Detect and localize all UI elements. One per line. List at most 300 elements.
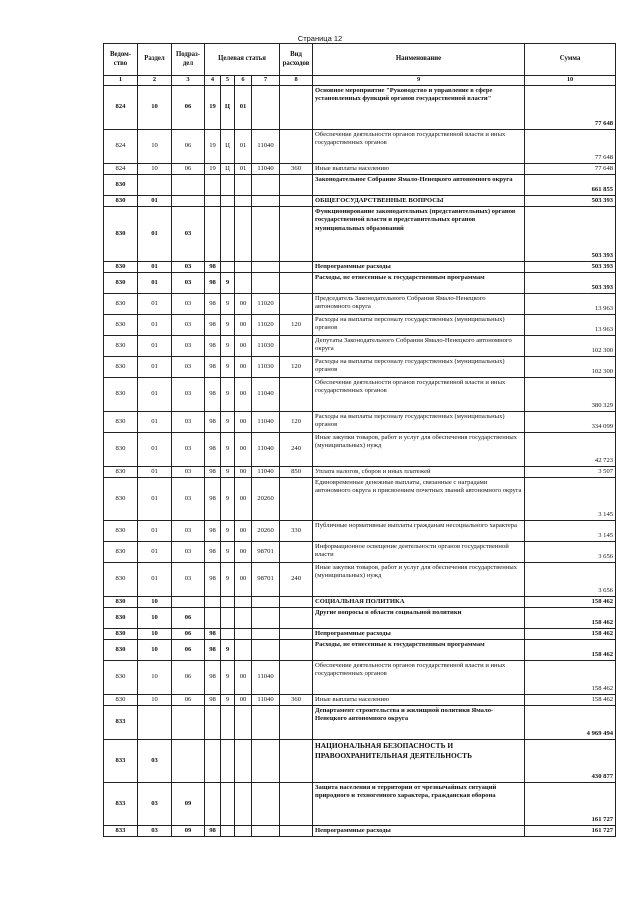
table-row xyxy=(104,608,616,629)
razdel-cell: 10 xyxy=(138,86,172,130)
cs2-cell xyxy=(221,783,235,826)
table-row xyxy=(104,826,616,837)
cs3-cell: 00 xyxy=(235,563,252,597)
vedomstvo-cell: 830 xyxy=(104,597,138,608)
razdel-cell: 03 xyxy=(138,740,172,783)
cs2-cell: 9 xyxy=(221,640,235,661)
cs2-cell xyxy=(221,629,235,640)
vid-rashodov-cell xyxy=(280,706,313,740)
podrazdel-cell: 06 xyxy=(172,640,205,661)
summa-cell: 42 723 xyxy=(525,433,616,467)
podrazdel-cell: 03 xyxy=(172,521,205,542)
cs2-cell xyxy=(221,207,235,262)
naimenovanie-cell: Расходы на выплаты персоналу государственных (муниципальных) органов xyxy=(313,357,525,378)
cs2-cell xyxy=(221,608,235,629)
naimenovanie-cell: Расходы на выплаты персоналу государственных (муниципальных) органов xyxy=(313,315,525,336)
cs1-cell: 98 xyxy=(205,412,221,433)
summa-cell: 102 300 xyxy=(525,336,616,357)
cs1-cell: 98 xyxy=(205,661,221,695)
podrazdel-cell: 06 xyxy=(172,130,205,164)
table-row xyxy=(104,294,616,315)
podrazdel-cell: 03 xyxy=(172,563,205,597)
cs2-cell xyxy=(221,262,235,273)
cs2-cell xyxy=(221,597,235,608)
vid-rashodov-cell: 120 xyxy=(280,315,313,336)
podrazdel-cell: 03 xyxy=(172,412,205,433)
cs1-cell: 19 xyxy=(205,164,221,175)
summa-cell: 661 855 xyxy=(525,175,616,196)
cs4-cell xyxy=(252,740,280,783)
vid-rashodov-cell xyxy=(280,294,313,315)
vedomstvo-cell: 830 xyxy=(104,608,138,629)
vedomstvo-cell: 833 xyxy=(104,740,138,783)
podrazdel-cell: 06 xyxy=(172,629,205,640)
cs3-cell: 00 xyxy=(235,315,252,336)
podrazdel-cell: 03 xyxy=(172,315,205,336)
cs4-cell xyxy=(252,629,280,640)
column-number-2: 2 xyxy=(138,76,172,86)
cs2-cell: Ц xyxy=(221,130,235,164)
naimenovanie-cell: Защита населения и территории от чрезвычайных ситуаций природного и техногенного характера, гражданская оборона xyxy=(313,783,525,826)
table-row xyxy=(104,412,616,433)
cs4-cell: 11040 xyxy=(252,130,280,164)
summa-cell: 3 507 xyxy=(525,467,616,478)
razdel-cell: 01 xyxy=(138,433,172,467)
cs3-cell: 00 xyxy=(235,378,252,412)
vid-rashodov-cell xyxy=(280,661,313,695)
cs2-cell: Ц xyxy=(221,86,235,130)
cs4-cell xyxy=(252,640,280,661)
naimenovanie-cell: Обеспечение деятельности органов государственной власти и иных государственных органов xyxy=(313,130,525,164)
naimenovanie-cell: Иные закупки товаров, работ и услуг для обеспечения государственных (муниципальных) нужд xyxy=(313,563,525,597)
cs1-cell: 98 xyxy=(205,315,221,336)
razdel-cell: 01 xyxy=(138,357,172,378)
col-header-vedomstvo: Ведом- ство xyxy=(104,44,138,76)
cs1-cell: 98 xyxy=(205,336,221,357)
table-row xyxy=(104,357,616,378)
summa-cell: 158 462 xyxy=(525,695,616,706)
cs3-cell xyxy=(235,196,252,207)
summa-cell: 102 300 xyxy=(525,357,616,378)
cs4-cell: 20260 xyxy=(252,478,280,521)
cs2-cell: 9 xyxy=(221,521,235,542)
podrazdel-cell: 03 xyxy=(172,294,205,315)
column-number-8: 8 xyxy=(280,76,313,86)
vid-rashodov-cell xyxy=(280,542,313,563)
col-header-podrazdel: Подраз- дел xyxy=(172,44,205,76)
podrazdel-cell: 03 xyxy=(172,207,205,262)
vid-rashodov-cell xyxy=(280,86,313,130)
vedomstvo-cell: 830 xyxy=(104,521,138,542)
vedomstvo-cell: 830 xyxy=(104,433,138,467)
cs1-cell xyxy=(205,175,221,196)
cs3-cell: 00 xyxy=(235,521,252,542)
col-header-summa: Сумма xyxy=(525,44,616,76)
cs3-cell xyxy=(235,629,252,640)
vid-rashodov-cell: 360 xyxy=(280,695,313,706)
cs2-cell xyxy=(221,706,235,740)
cs4-cell xyxy=(252,262,280,273)
table-body xyxy=(104,86,616,837)
razdel-cell: 01 xyxy=(138,336,172,357)
column-number-1: 1 xyxy=(104,76,138,86)
vid-rashodov-cell: 120 xyxy=(280,357,313,378)
cs1-cell: 98 xyxy=(205,640,221,661)
vid-rashodov-cell xyxy=(280,608,313,629)
table-row xyxy=(104,695,616,706)
vedomstvo-cell: 833 xyxy=(104,706,138,740)
podrazdel-cell: 09 xyxy=(172,783,205,826)
table-row xyxy=(104,563,616,597)
cs1-cell: 98 xyxy=(205,378,221,412)
table-row xyxy=(104,783,616,826)
cs4-cell: 20260 xyxy=(252,521,280,542)
table-row xyxy=(104,273,616,294)
naimenovanie-cell: Единовременные денежные выплаты, связанные с наградами автономного округа и присвоением почетных званий автономного округа xyxy=(313,478,525,521)
razdel-cell: 01 xyxy=(138,196,172,207)
summa-cell: 158 462 xyxy=(525,608,616,629)
cs1-cell xyxy=(205,740,221,783)
cs4-cell: 11040 xyxy=(252,164,280,175)
cs2-cell: 9 xyxy=(221,433,235,467)
vedomstvo-cell: 830 xyxy=(104,207,138,262)
cs2-cell xyxy=(221,826,235,837)
summa-cell: 430 877 xyxy=(525,740,616,783)
podrazdel-cell: 03 xyxy=(172,467,205,478)
naimenovanie-cell: Расходы, не отнесенные к государственным программам xyxy=(313,273,525,294)
cs4-cell: 11040 xyxy=(252,378,280,412)
podrazdel-cell xyxy=(172,196,205,207)
table-row xyxy=(104,629,616,640)
razdel-cell xyxy=(138,175,172,196)
vedomstvo-cell: 830 xyxy=(104,695,138,706)
cs1-cell xyxy=(205,207,221,262)
cs1-cell xyxy=(205,608,221,629)
naimenovanie-cell: Непрограммные расходы xyxy=(313,262,525,273)
podrazdel-cell: 03 xyxy=(172,357,205,378)
table-row xyxy=(104,196,616,207)
cs2-cell: 9 xyxy=(221,336,235,357)
cs2-cell: 9 xyxy=(221,273,235,294)
podrazdel-cell: 06 xyxy=(172,86,205,130)
vid-rashodov-cell xyxy=(280,597,313,608)
cs4-cell: 98701 xyxy=(252,542,280,563)
vedomstvo-cell: 830 xyxy=(104,315,138,336)
cs1-cell xyxy=(205,196,221,207)
summa-cell: 158 462 xyxy=(525,629,616,640)
naimenovanie-cell: Основное мероприятие "Руководство и управление в сфере установленных функций органов государственной власти" xyxy=(313,86,525,130)
cs2-cell: Ц xyxy=(221,164,235,175)
cs2-cell xyxy=(221,740,235,783)
table-row xyxy=(104,175,616,196)
summa-cell: 503 393 xyxy=(525,196,616,207)
vedomstvo-cell: 833 xyxy=(104,826,138,837)
vedomstvo-cell: 830 xyxy=(104,563,138,597)
podrazdel-cell: 06 xyxy=(172,695,205,706)
cs2-cell: 9 xyxy=(221,542,235,563)
vedomstvo-cell: 830 xyxy=(104,412,138,433)
cs3-cell: 00 xyxy=(235,661,252,695)
naimenovanie-cell: НАЦИОНАЛЬНАЯ БЕЗОПАСНОСТЬ И ПРАВООХРАНИТЕЛЬНАЯ ДЕЯТЕЛЬНОСТЬ xyxy=(313,740,525,783)
vedomstvo-cell: 830 xyxy=(104,378,138,412)
vid-rashodov-cell: 240 xyxy=(280,563,313,597)
cs1-cell xyxy=(205,783,221,826)
razdel-cell: 01 xyxy=(138,294,172,315)
cs1-cell: 98 xyxy=(205,357,221,378)
naimenovanie-cell: СОЦИАЛЬНАЯ ПОЛИТИКА xyxy=(313,597,525,608)
cs3-cell: 00 xyxy=(235,478,252,521)
cs4-cell xyxy=(252,608,280,629)
naimenovanie-cell: Публичные нормативные выплаты гражданам несоциального характера xyxy=(313,521,525,542)
podrazdel-cell: 03 xyxy=(172,542,205,563)
vedomstvo-cell: 833 xyxy=(104,783,138,826)
vedomstvo-cell: 830 xyxy=(104,357,138,378)
vid-rashodov-cell xyxy=(280,336,313,357)
summa-cell: 158 462 xyxy=(525,661,616,695)
naimenovanie-cell: Иные закупки товаров, работ и услуг для обеспечения государственных (муниципальных) нужд xyxy=(313,433,525,467)
naimenovanie-cell: Председатель Законодательного Собрания Ямало-Ненецкого автономного округа xyxy=(313,294,525,315)
razdel-cell xyxy=(138,706,172,740)
cs2-cell: 9 xyxy=(221,315,235,336)
cs3-cell xyxy=(235,207,252,262)
vedomstvo-cell: 830 xyxy=(104,336,138,357)
razdel-cell: 10 xyxy=(138,164,172,175)
table-row xyxy=(104,130,616,164)
razdel-cell: 10 xyxy=(138,695,172,706)
podrazdel-cell: 06 xyxy=(172,608,205,629)
vid-rashodov-cell xyxy=(280,640,313,661)
cs4-cell: 11030 xyxy=(252,357,280,378)
budget-table xyxy=(103,43,616,837)
cs4-cell: 11040 xyxy=(252,467,280,478)
vedomstvo-cell: 824 xyxy=(104,164,138,175)
vedomstvo-cell: 830 xyxy=(104,294,138,315)
table-row xyxy=(104,640,616,661)
cs3-cell: 00 xyxy=(235,542,252,563)
cs3-cell xyxy=(235,826,252,837)
cs2-cell: 9 xyxy=(221,412,235,433)
col-header-celevaya-statya: Целевая статья xyxy=(205,44,280,76)
razdel-cell: 01 xyxy=(138,273,172,294)
cs3-cell xyxy=(235,706,252,740)
table-row xyxy=(104,262,616,273)
summa-cell: 3 656 xyxy=(525,542,616,563)
naimenovanie-cell: Расходы на выплаты персоналу государственных (муниципальных) органов xyxy=(313,412,525,433)
vedomstvo-cell: 830 xyxy=(104,467,138,478)
summa-cell: 161 727 xyxy=(525,826,616,837)
cs4-cell: 11040 xyxy=(252,412,280,433)
razdel-cell: 10 xyxy=(138,629,172,640)
cs3-cell xyxy=(235,597,252,608)
cs1-cell: 98 xyxy=(205,695,221,706)
table-row xyxy=(104,315,616,336)
cs4-cell: 98701 xyxy=(252,563,280,597)
razdel-cell: 01 xyxy=(138,412,172,433)
cs2-cell: 9 xyxy=(221,378,235,412)
cs1-cell: 98 xyxy=(205,467,221,478)
podrazdel-cell: 06 xyxy=(172,661,205,695)
cs4-cell: 11030 xyxy=(252,336,280,357)
cs2-cell: 9 xyxy=(221,357,235,378)
column-number-10: 10 xyxy=(525,76,616,86)
vid-rashodov-cell xyxy=(280,478,313,521)
cs3-cell: 01 xyxy=(235,164,252,175)
column-number-3: 3 xyxy=(172,76,205,86)
vid-rashodov-cell: 850 xyxy=(280,467,313,478)
cs1-cell: 98 xyxy=(205,262,221,273)
vedomstvo-cell: 830 xyxy=(104,478,138,521)
vid-rashodov-cell xyxy=(280,783,313,826)
table-row xyxy=(104,661,616,695)
cs1-cell: 98 xyxy=(205,433,221,467)
podrazdel-cell xyxy=(172,597,205,608)
razdel-cell: 01 xyxy=(138,262,172,273)
vid-rashodov-cell: 360 xyxy=(280,164,313,175)
cs1-cell: 98 xyxy=(205,521,221,542)
naimenovanie-cell: Другие вопросы в области социальной политики xyxy=(313,608,525,629)
naimenovanie-cell: Законодательное Собрание Ямало-Ненецкого автономного округа xyxy=(313,175,525,196)
vid-rashodov-cell xyxy=(280,378,313,412)
cs4-cell: 11040 xyxy=(252,661,280,695)
summa-cell: 77 648 xyxy=(525,86,616,130)
vid-rashodov-cell xyxy=(280,826,313,837)
table-row xyxy=(104,207,616,262)
cs4-cell xyxy=(252,175,280,196)
cs3-cell: 00 xyxy=(235,433,252,467)
naimenovanie-cell: Информационное освещение деятельности органов государственной власти xyxy=(313,542,525,563)
vid-rashodov-cell xyxy=(280,273,313,294)
podrazdel-cell xyxy=(172,175,205,196)
cs3-cell: 00 xyxy=(235,412,252,433)
cs2-cell: 9 xyxy=(221,478,235,521)
vedomstvo-cell: 830 xyxy=(104,262,138,273)
vedomstvo-cell: 830 xyxy=(104,640,138,661)
podrazdel-cell: 09 xyxy=(172,826,205,837)
column-number-5: 5 xyxy=(221,76,235,86)
vid-rashodov-cell: 330 xyxy=(280,521,313,542)
cs3-cell: 00 xyxy=(235,467,252,478)
podrazdel-cell: 06 xyxy=(172,164,205,175)
cs1-cell: 98 xyxy=(205,629,221,640)
cs1-cell: 19 xyxy=(205,86,221,130)
cs3-cell: 00 xyxy=(235,695,252,706)
cs2-cell xyxy=(221,175,235,196)
razdel-cell: 01 xyxy=(138,563,172,597)
vedomstvo-cell: 830 xyxy=(104,273,138,294)
naimenovanie-cell: Уплата налогов, сборов и иных платежей xyxy=(313,467,525,478)
summa-cell: 503 393 xyxy=(525,207,616,262)
summa-cell: 13 963 xyxy=(525,315,616,336)
podrazdel-cell: 03 xyxy=(172,273,205,294)
cs1-cell: 98 xyxy=(205,273,221,294)
razdel-cell: 01 xyxy=(138,478,172,521)
cs3-cell: 00 xyxy=(235,294,252,315)
razdel-cell: 10 xyxy=(138,608,172,629)
razdel-cell: 01 xyxy=(138,378,172,412)
table-row xyxy=(104,597,616,608)
podrazdel-cell: 03 xyxy=(172,478,205,521)
cs4-cell xyxy=(252,207,280,262)
summa-cell: 3 145 xyxy=(525,478,616,521)
cs4-cell xyxy=(252,783,280,826)
vid-rashodov-cell xyxy=(280,740,313,783)
table-row xyxy=(104,433,616,467)
vedomstvo-cell: 830 xyxy=(104,196,138,207)
cs3-cell xyxy=(235,783,252,826)
razdel-cell: 01 xyxy=(138,521,172,542)
table-row xyxy=(104,542,616,563)
table-row xyxy=(104,467,616,478)
naimenovanie-cell: Непрограммные расходы xyxy=(313,826,525,837)
cs4-cell: 11040 xyxy=(252,433,280,467)
cs4-cell xyxy=(252,706,280,740)
cs3-cell xyxy=(235,273,252,294)
vid-rashodov-cell xyxy=(280,207,313,262)
cs1-cell: 98 xyxy=(205,542,221,563)
table-row xyxy=(104,86,616,130)
vid-rashodov-cell xyxy=(280,175,313,196)
cs2-cell: 9 xyxy=(221,467,235,478)
cs3-cell xyxy=(235,608,252,629)
naimenovanie-cell: Иные выплаты населению xyxy=(313,695,525,706)
column-number-9: 9 xyxy=(313,76,525,86)
summa-cell: 4 969 494 xyxy=(525,706,616,740)
summa-cell: 3 145 xyxy=(525,521,616,542)
column-number-row xyxy=(104,76,616,86)
podrazdel-cell xyxy=(172,740,205,783)
table-row xyxy=(104,478,616,521)
vid-rashodov-cell xyxy=(280,130,313,164)
razdel-cell: 03 xyxy=(138,826,172,837)
summa-cell: 77 648 xyxy=(525,164,616,175)
summa-cell: 334 099 xyxy=(525,412,616,433)
table-row xyxy=(104,521,616,542)
razdel-cell: 03 xyxy=(138,783,172,826)
column-number-4: 4 xyxy=(205,76,221,86)
cs3-cell xyxy=(235,175,252,196)
podrazdel-cell: 03 xyxy=(172,433,205,467)
cs3-cell xyxy=(235,740,252,783)
cs1-cell: 98 xyxy=(205,294,221,315)
cs4-cell: 11020 xyxy=(252,294,280,315)
summa-cell: 13 963 xyxy=(525,294,616,315)
summa-cell: 503 393 xyxy=(525,273,616,294)
summa-cell: 161 727 xyxy=(525,783,616,826)
cs1-cell: 19 xyxy=(205,130,221,164)
cs3-cell xyxy=(235,262,252,273)
col-header-naimenovanie: Наименование xyxy=(313,44,525,76)
cs1-cell: 98 xyxy=(205,478,221,521)
summa-cell: 3 656 xyxy=(525,563,616,597)
summa-cell: 158 462 xyxy=(525,597,616,608)
col-header-vid-rashodov: Вид расходов xyxy=(280,44,313,76)
summa-cell: 380 329 xyxy=(525,378,616,412)
col-header-razdel: Раздел xyxy=(138,44,172,76)
table-row xyxy=(104,706,616,740)
naimenovanie-cell: Департамент строительства и жилищной политики Ямало-Ненецкого автономного округа xyxy=(313,706,525,740)
summa-cell: 158 462 xyxy=(525,640,616,661)
naimenovanie-cell: ОБЩЕГОСУДАРСТВЕННЫЕ ВОПРОСЫ xyxy=(313,196,525,207)
vid-rashodov-cell: 120 xyxy=(280,412,313,433)
razdel-cell: 01 xyxy=(138,207,172,262)
razdel-cell: 10 xyxy=(138,130,172,164)
cs4-cell xyxy=(252,196,280,207)
cs4-cell xyxy=(252,826,280,837)
razdel-cell: 10 xyxy=(138,640,172,661)
cs4-cell: 11040 xyxy=(252,695,280,706)
column-number-6: 6 xyxy=(235,76,252,86)
page-number-label: Страница 12 xyxy=(297,34,343,43)
